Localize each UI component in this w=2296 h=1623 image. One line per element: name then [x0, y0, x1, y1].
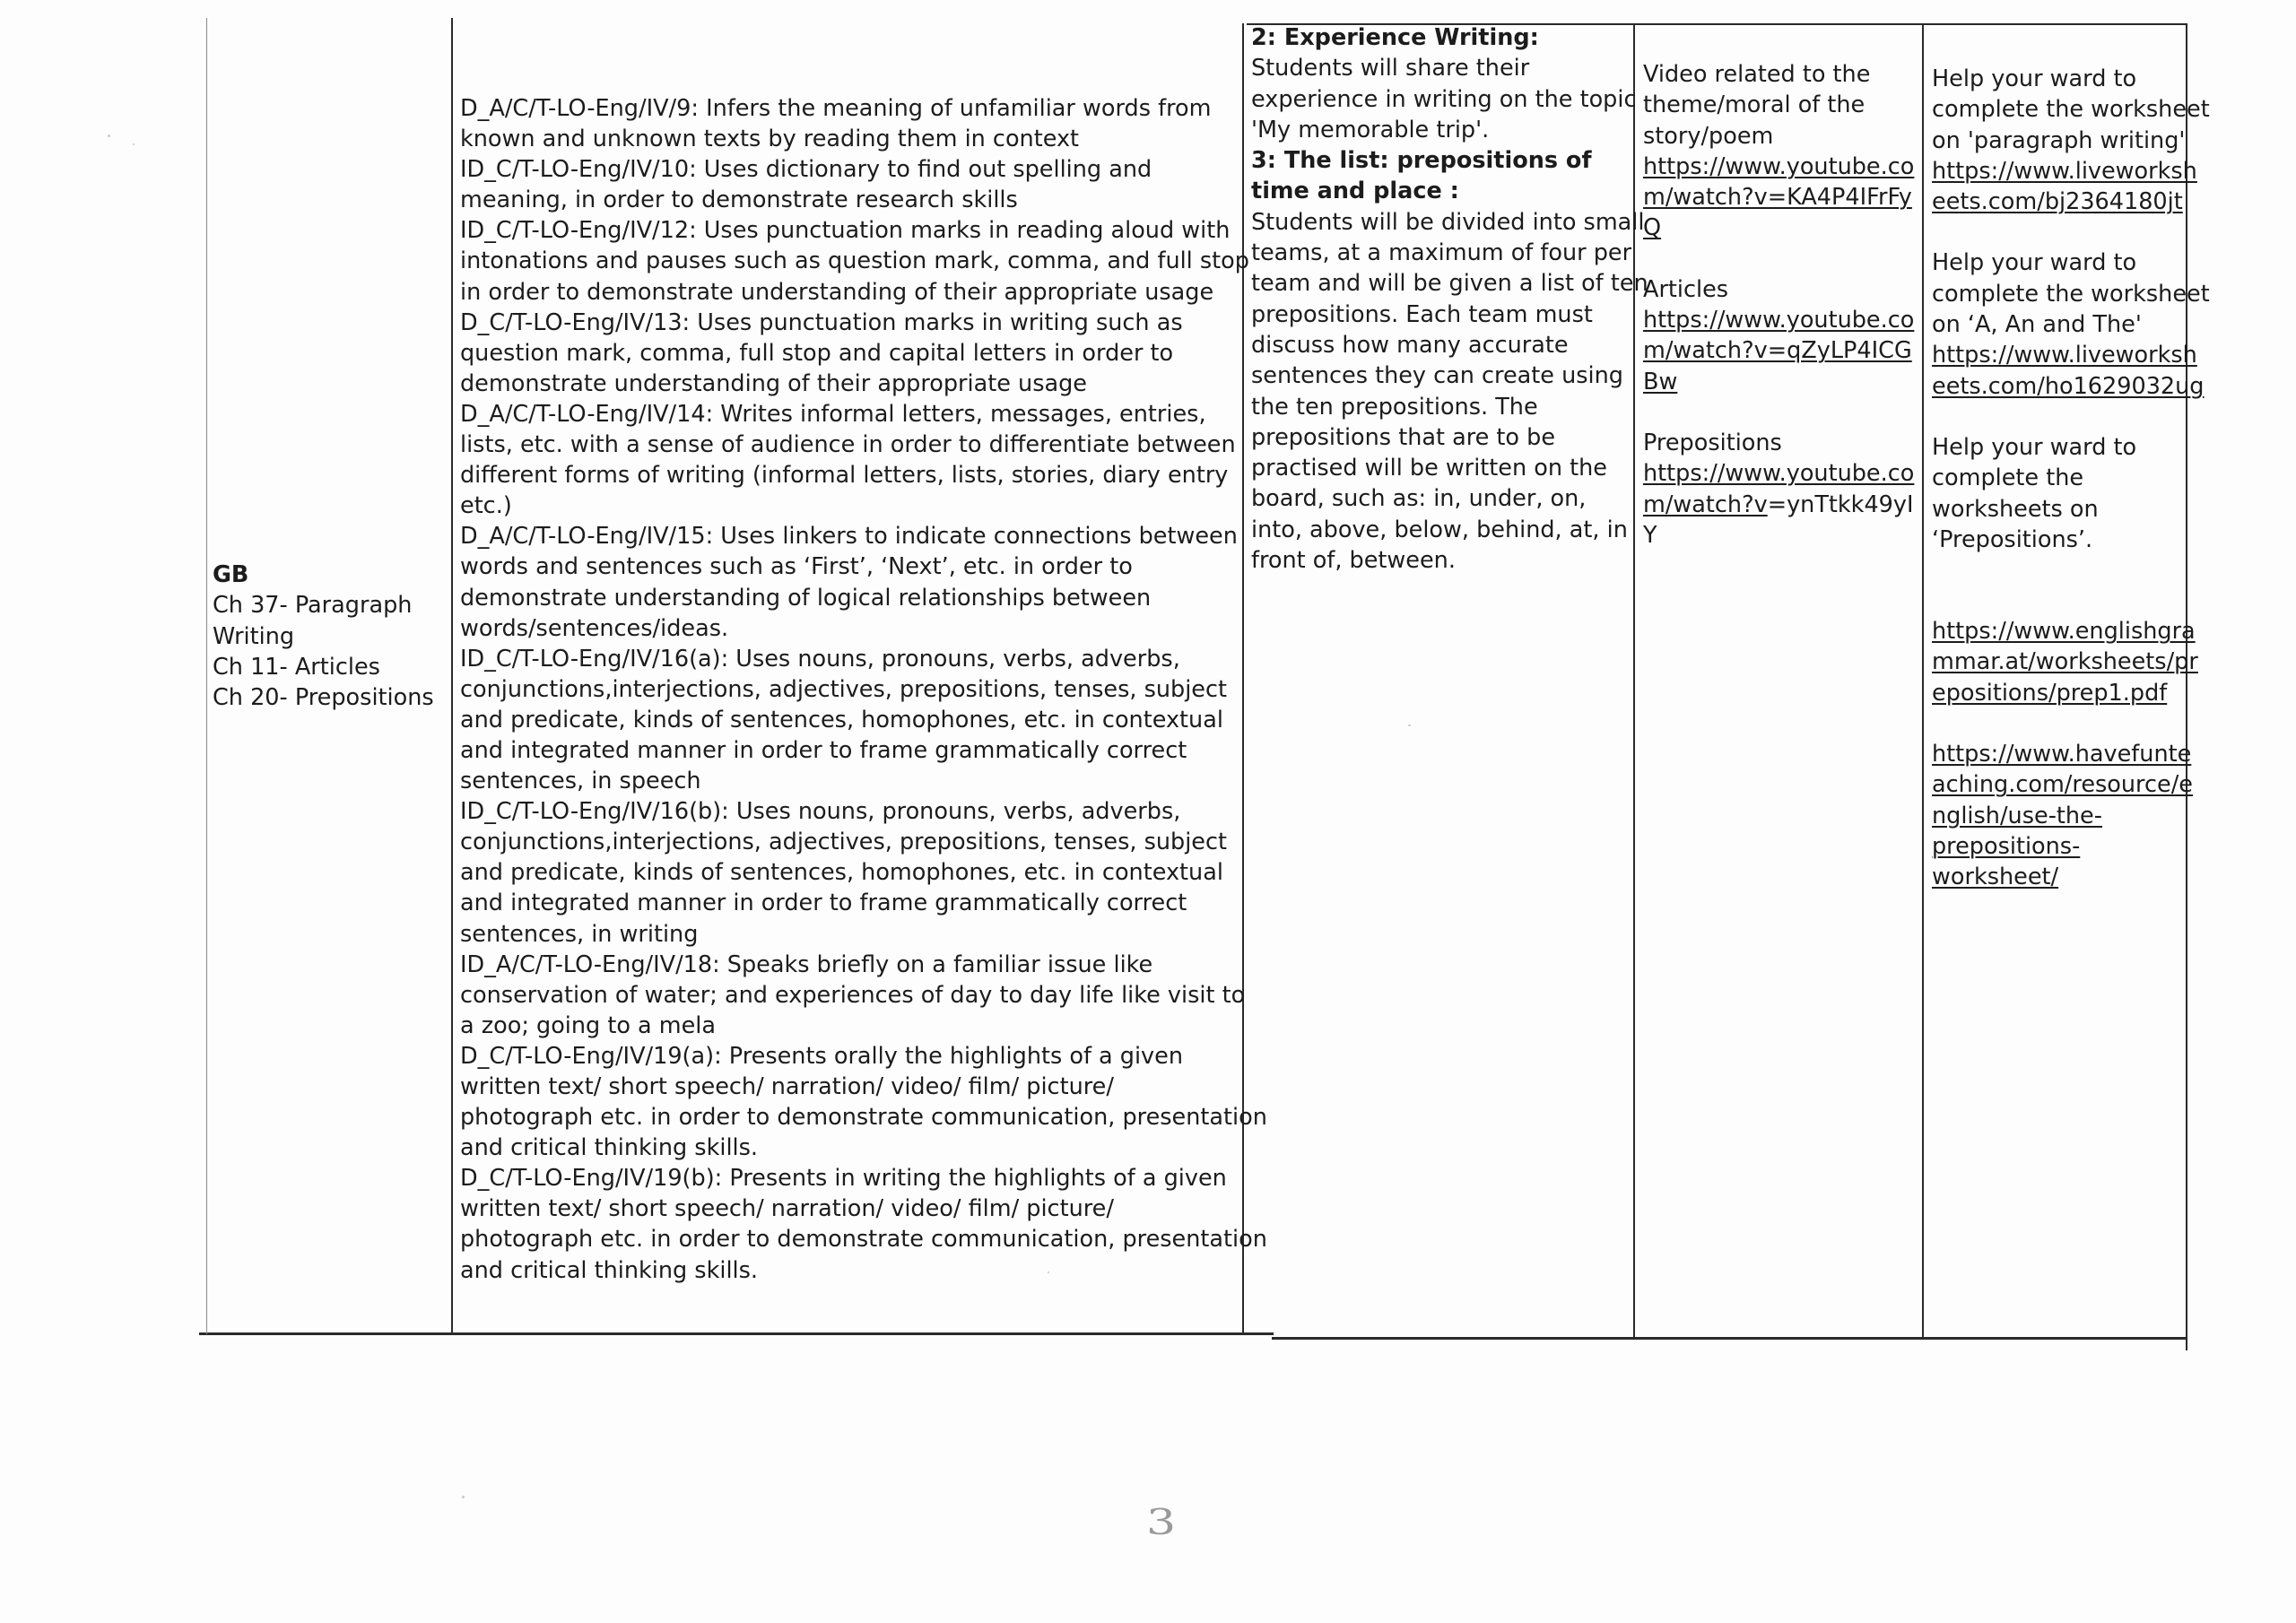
- outcome-line: demonstrate understanding of logical relationships between: [460, 584, 1152, 612]
- activity-line: Students will share their: [1251, 55, 1530, 82]
- topic-heading: GB: [213, 561, 249, 588]
- table-bottom-rule: [1272, 1337, 2187, 1340]
- activity-3-title: 3: The list: prepositions of: [1251, 147, 1592, 175]
- outcome-line: ID_C/T-LO-Eng/IV/10: Uses dictionary to find out spelling and: [460, 156, 1152, 184]
- resources-cell: [1643, 59, 1914, 551]
- activity-line: the ten prepositions. The: [1251, 393, 1538, 421]
- activities-cell: [1251, 22, 1648, 576]
- outcome-line: ID_C/T-LO-Eng/IV/16(a): Uses nouns, pronouns, verbs, adverbs,: [460, 645, 1180, 673]
- support-text: on 'paragraph writing': [1932, 126, 2186, 154]
- prepositions-label: Prepositions: [1643, 429, 1782, 456]
- video-label: theme/moral of the: [1643, 91, 1866, 119]
- activity-line: discuss how many accurate: [1251, 331, 1569, 359]
- prepositions-link[interactable]: m/watch?v: [1643, 490, 1768, 518]
- activity-2-title: 2: Experience Writing:: [1251, 24, 1539, 51]
- outcome-line: D_A/C/T-LO-Eng/IV/15: Uses linkers to indicate connections between: [460, 523, 1238, 551]
- video-link[interactable]: https://www.youtube.co: [1643, 152, 1915, 180]
- articles-link[interactable]: m/watch?v=qZyLP4ICG: [1643, 337, 1912, 365]
- column-divider: [1922, 23, 1924, 1338]
- outcome-line: sentences, in speech: [460, 768, 701, 795]
- worksheet-link[interactable]: nglish/use-the-: [1932, 802, 2102, 829]
- column-divider: [451, 18, 453, 1334]
- support-text: on ‘A, An and The': [1932, 311, 2142, 339]
- home-support-cell: [1932, 64, 2210, 893]
- outcome-line: and integrated manner in order to frame grammatically correct: [460, 890, 1187, 917]
- activity-line: 'My memorable trip'.: [1251, 116, 1490, 143]
- prepositions-link[interactable]: https://www.youtube.co: [1643, 460, 1915, 488]
- outcome-line: photograph etc. in order to demonstrate communication, presentation: [460, 1104, 1267, 1132]
- scan-speck: [133, 143, 135, 145]
- support-text: complete the: [1932, 464, 2084, 492]
- outcome-line: conjunctions,interjections, adjectives, prepositions, tenses, subject: [460, 829, 1228, 856]
- worksheet-link[interactable]: prepositions-: [1932, 832, 2081, 860]
- video-link[interactable]: m/watch?v=KA4P4IFrFy: [1643, 184, 1912, 212]
- prepositions-link-tail[interactable]: =ynTtkk49yI: [1767, 490, 1914, 518]
- worksheet-link[interactable]: aching.com/resource/e: [1932, 771, 2193, 799]
- video-link[interactable]: Q: [1643, 214, 1662, 242]
- support-text: Help your ward to: [1932, 249, 2137, 277]
- outcome-line: ID_C/T-LO-Eng/IV/12: Uses punctuation marks in reading aloud with: [460, 217, 1231, 245]
- outcome-line: conjunctions,interjections, adjectives, prepositions, tenses, subject: [460, 675, 1228, 703]
- outcome-line: and critical thinking skills.: [460, 1134, 758, 1162]
- outcome-line: lists, etc. with a sense of audience in order to differentiate between: [460, 431, 1236, 459]
- activity-line: experience in writing on the topic: [1251, 85, 1637, 113]
- outcome-line: and integrated manner in order to frame grammatically correct: [460, 736, 1187, 764]
- topic-line: Ch 20- Prepositions: [213, 684, 434, 712]
- outcome-line: and critical thinking skills.: [460, 1256, 758, 1284]
- outcome-line: words/sentences/ideas.: [460, 614, 729, 642]
- scan-speck: [462, 1496, 465, 1498]
- outcome-line: and predicate, kinds of sentences, homophones, etc. in contextual: [460, 706, 1223, 733]
- outcome-line: D_A/C/T-LO-Eng/IV/14: Writes informal letters, messages, entries,: [460, 400, 1206, 428]
- video-label: story/poem: [1643, 122, 1774, 150]
- outcome-line: demonstrate understanding of their appropriate usage: [460, 369, 1087, 397]
- outcome-line: D_C/T-LO-Eng/IV/19(a): Presents orally the highlights of a given: [460, 1042, 1184, 1070]
- worksheet-link[interactable]: https://www.liveworksh: [1932, 342, 2197, 369]
- outcome-line: conservation of water; and experiences of day to day life like visit to: [460, 981, 1246, 1009]
- outcome-line: written text/ short speech/ narration/ video/ film/ picture/: [460, 1073, 1114, 1100]
- support-text: Help your ward to: [1932, 65, 2137, 92]
- activity-line: into, above, below, behind, at, in: [1251, 516, 1628, 543]
- activity-line: board, such as: in, under, on,: [1251, 485, 1587, 513]
- table-bottom-rule: [199, 1332, 1274, 1335]
- outcome-line: words and sentences such as ‘First’, ‘Next’, etc. in order to: [460, 553, 1133, 581]
- outcome-line: written text/ short speech/ narration/ video/ film/ picture/: [460, 1195, 1114, 1223]
- activity-line: teams, at a maximum of four per: [1251, 239, 1632, 267]
- outcome-line: question mark, comma, full stop and capital letters in order to: [460, 339, 1174, 367]
- topic-cell: [213, 560, 434, 713]
- articles-link[interactable]: Bw: [1643, 368, 1678, 395]
- outcome-line: a zoo; going to a mela: [460, 1011, 717, 1039]
- activity-line: prepositions. Each team must: [1251, 300, 1593, 328]
- outcome-line: meaning, in order to demonstrate research skills: [460, 187, 1018, 214]
- activity-line: sentences they can create using: [1251, 362, 1623, 390]
- support-text: complete the worksheet: [1932, 96, 2210, 124]
- outcome-line: ID_C/T-LO-Eng/IV/16(b): Uses nouns, pronouns, verbs, adverbs,: [460, 798, 1181, 826]
- activity-3-title: time and place :: [1251, 178, 1459, 205]
- outcome-line: D_C/T-LO-Eng/IV/13: Uses punctuation marks in writing such as: [460, 308, 1183, 336]
- worksheet-link[interactable]: eets.com/bj2364180jt: [1932, 188, 2183, 216]
- support-text: complete the worksheet: [1932, 280, 2210, 308]
- outcome-line: different forms of writing (informal letters, lists, stories, diary entry: [460, 462, 1229, 490]
- topic-line: Ch 37- Paragraph: [213, 592, 413, 620]
- scan-speck: [1408, 725, 1411, 726]
- video-label: Video related to the: [1643, 61, 1871, 88]
- activity-line: prepositions that are to be: [1251, 423, 1556, 451]
- outcome-line: ID_A/C/T-LO-Eng/IV/18: Speaks briefly on a familiar issue like: [460, 950, 1153, 978]
- activity-line: front of, between.: [1251, 547, 1456, 575]
- worksheet-link[interactable]: worksheet/: [1932, 864, 2059, 891]
- activity-line: Students will be divided into small: [1251, 208, 1645, 236]
- worksheet-link[interactable]: https://www.englishgra: [1932, 618, 2196, 646]
- worksheet-link[interactable]: mmar.at/worksheets/pr: [1932, 648, 2198, 676]
- outcome-line: known and unknown texts by reading them in context: [460, 126, 1080, 153]
- support-text: Help your ward to: [1932, 433, 2137, 461]
- outcome-line: in order to demonstrate understanding of their appropriate usage: [460, 278, 1214, 306]
- outcome-line: intonations and pauses such as question mark, comma, and full stop: [460, 247, 1249, 275]
- topic-line: Writing: [213, 622, 295, 650]
- scan-speck: [108, 135, 110, 137]
- worksheet-link[interactable]: epositions/prep1.pdf: [1932, 679, 2168, 707]
- outcome-line: etc.): [460, 492, 512, 520]
- outcome-line: sentences, in writing: [460, 920, 699, 948]
- topic-line: Ch 11- Articles: [213, 653, 380, 681]
- outcome-line: photograph etc. in order to demonstrate communication, presentation: [460, 1226, 1267, 1254]
- outcome-line: D_A/C/T-LO-Eng/IV/9: Infers the meaning of unfamiliar words from: [460, 95, 1212, 122]
- support-text: ‘Prepositions’.: [1932, 525, 2093, 553]
- prepositions-link-tail[interactable]: Y: [1643, 521, 1657, 549]
- support-text: worksheets on: [1932, 495, 2099, 523]
- activity-line: team and will be given a list of ten: [1251, 270, 1648, 298]
- worksheet-link[interactable]: https://www.havefunte: [1932, 741, 2192, 768]
- articles-link[interactable]: https://www.youtube.co: [1643, 307, 1915, 334]
- articles-label: Articles: [1643, 275, 1729, 303]
- outcome-line: and predicate, kinds of sentences, homophones, etc. in contextual: [460, 859, 1223, 887]
- outcome-line: D_C/T-LO-Eng/IV/19(b): Presents in writing the highlights of a given: [460, 1165, 1227, 1193]
- page-number: 3: [1146, 1502, 1177, 1543]
- learning-outcomes-cell: [460, 93, 1267, 1286]
- table-left-rule: [206, 18, 207, 1334]
- activity-line: practised will be written on the: [1251, 455, 1607, 482]
- worksheet-link[interactable]: https://www.liveworksh: [1932, 157, 2197, 185]
- worksheet-link[interactable]: eets.com/ho1629032ug: [1932, 372, 2205, 400]
